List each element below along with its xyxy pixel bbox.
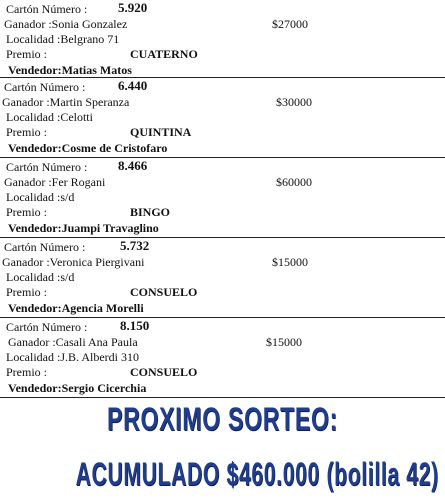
prize-label: Premio : <box>6 365 47 379</box>
locality-value: J.B. Alberdi 310 <box>60 350 139 364</box>
carton-number: 6.440 <box>118 78 148 93</box>
locality-label: Localidad : <box>6 350 61 364</box>
prize-label: Premio : <box>6 125 47 139</box>
winner-name-value: Fer Rogani <box>51 175 106 189</box>
prize-amount: $30000 <box>276 95 312 109</box>
seller <box>8 301 144 315</box>
winner-name-label: Ganador : <box>4 175 52 189</box>
locality-value: s/d <box>60 190 75 204</box>
prize-type: CONSUELO <box>130 285 198 299</box>
locality-label: Localidad : <box>6 32 61 46</box>
winner-record <box>0 158 445 238</box>
winner-name-value: Veronica Piergivani <box>49 255 145 269</box>
winner-name <box>4 175 105 189</box>
prize-label: Premio : <box>6 47 47 61</box>
winner-name-label: Ganador : <box>4 17 52 31</box>
locality-label: Localidad : <box>6 110 61 124</box>
winner-name <box>8 335 138 349</box>
locality-value: Belgrano 71 <box>60 32 120 46</box>
carton-label: Cartón Número : <box>6 160 88 174</box>
winner-name <box>2 255 144 269</box>
prize-amount: $60000 <box>276 175 312 189</box>
prize-type: BINGO <box>130 205 171 219</box>
seller <box>8 381 146 395</box>
seller-label: Vendedor: <box>8 301 62 315</box>
prize-type: CUATERNO <box>130 47 198 61</box>
carton-label: Cartón Número : <box>6 320 88 334</box>
locality-label: Localidad : <box>6 190 61 204</box>
prize-label: Premio : <box>6 285 47 299</box>
locality-label: Localidad : <box>6 270 61 284</box>
seller-value: Juampi Travaglino <box>61 221 159 235</box>
carton-number: 8.150 <box>120 318 150 333</box>
carton-number: 5.920 <box>118 0 148 15</box>
seller-value: Cosme de Cristofaro <box>61 141 168 155</box>
jackpot-banner: ACUMULADO $460.000 (bolilla 42) <box>75 456 439 492</box>
winner-name-value: Casali Ana Paula <box>55 335 138 349</box>
winner-record <box>0 0 445 78</box>
next-draw-heading: PROXIMO SORTEO: <box>107 401 338 437</box>
winner-name-label: Ganador : <box>2 95 50 109</box>
winner-name-label: Ganador : <box>2 255 50 269</box>
winner-record <box>0 238 445 318</box>
seller-label: Vendedor: <box>8 63 62 77</box>
winner-name <box>4 17 127 31</box>
locality-value: s/d <box>60 270 75 284</box>
carton-label: Cartón Número : <box>6 2 88 16</box>
locality <box>6 190 74 204</box>
carton-number: 8.466 <box>118 158 148 173</box>
locality <box>6 270 74 284</box>
locality <box>6 110 93 124</box>
locality-value: Celotti <box>60 110 93 124</box>
locality <box>6 32 119 46</box>
winner-record <box>0 78 445 158</box>
carton-number: 5.732 <box>120 238 150 253</box>
prize-label: Premio : <box>6 205 47 219</box>
winner-name-label: Ganador : <box>8 335 56 349</box>
seller-label: Vendedor: <box>8 221 62 235</box>
prize-type: CONSUELO <box>130 365 198 379</box>
winner-name <box>2 95 129 109</box>
locality <box>6 350 139 364</box>
winner-record <box>0 318 445 398</box>
prize-type: QUINTINA <box>130 125 192 139</box>
seller <box>8 221 159 235</box>
prize-amount: $15000 <box>272 255 308 269</box>
carton-label: Cartón Número : <box>4 240 86 254</box>
winner-name-value: Sonia Gonzalez <box>51 17 128 31</box>
winner-name-value: Martin Speranza <box>49 95 130 109</box>
carton-label: Cartón Número : <box>4 80 86 94</box>
prize-amount: $15000 <box>266 335 302 349</box>
seller-value: Sergio Cicerchia <box>61 381 147 395</box>
prize-amount: $27000 <box>272 17 308 31</box>
seller <box>8 141 167 155</box>
seller-value: Matias Matos <box>61 63 132 77</box>
seller <box>8 63 132 77</box>
seller-value: Agencia Morelli <box>61 301 144 315</box>
seller-label: Vendedor: <box>8 141 62 155</box>
seller-label: Vendedor: <box>8 381 62 395</box>
